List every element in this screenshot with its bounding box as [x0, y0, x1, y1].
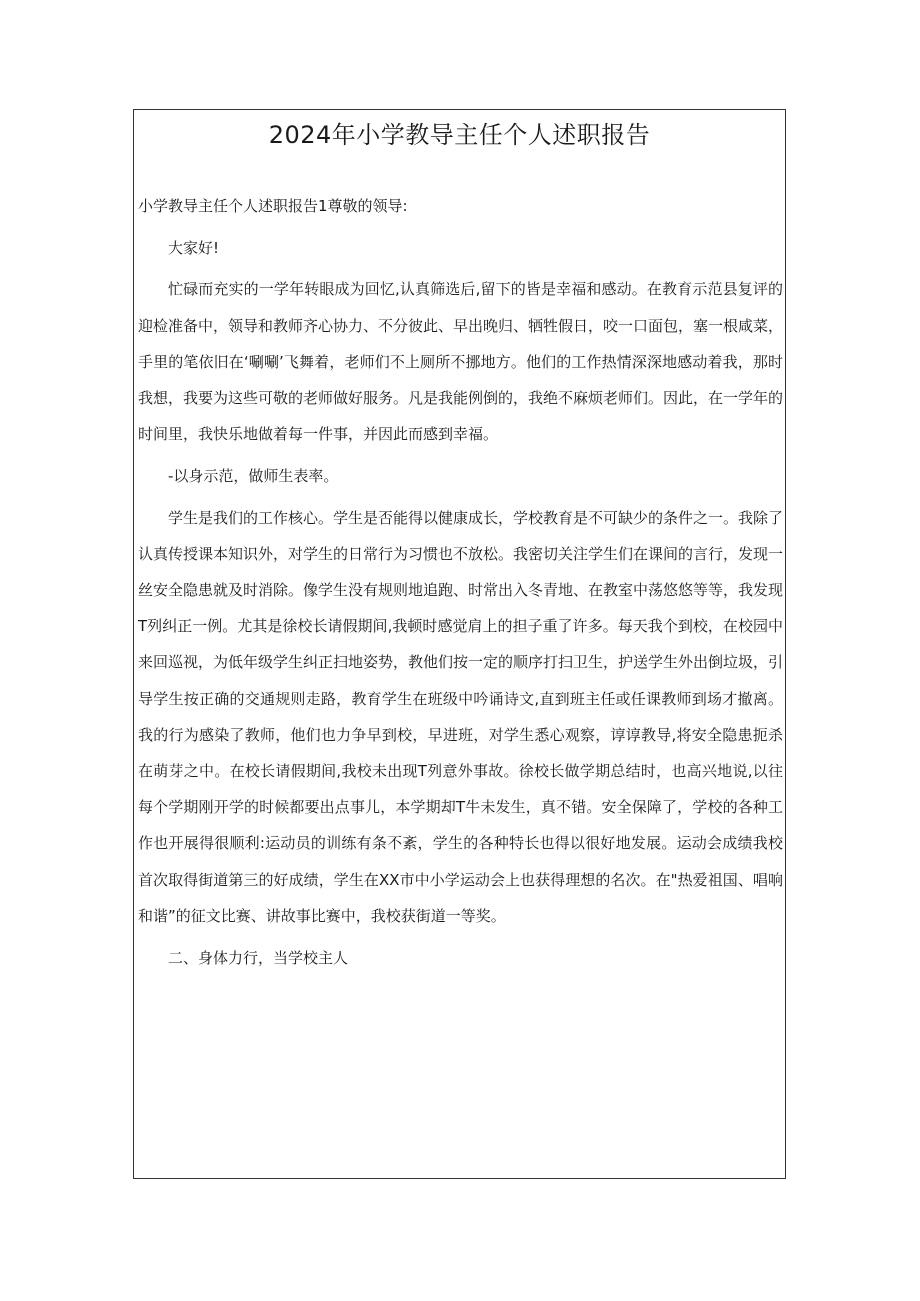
section-heading-1: -以身示范，做师生表率。 — [168, 466, 339, 485]
salutation-line: 小学教导主任个人述职报告1尊敬的领导: — [138, 197, 408, 215]
greeting-paragraph: 大家好! — [168, 238, 220, 257]
document-body — [138, 188, 783, 981]
section-heading-2: 二、身体力行，当学校主人 — [168, 948, 349, 967]
document-title: 2024年小学教导主任个人述职报告 — [268, 121, 651, 149]
section-1-paragraph: 学生是我们的工作核心。学生是否能得以健康成长，学校教育是不可缺少的条件之一。我除了认真传授课本知识外，对学生的日常行为习惯也不放松。我密切关注学生们在课间的言行，发现一丝安全隐患就及时消除。像学生没有规则地追跑、时常出入冬青地、在教室中荡悠悠等等，我发现T列纠正一例。尤其是徐校长请假期间,我顿时感觉肩上的担子重了许多。每天我个到校，在校园中来回巡视，为低年级学生纠正扫地姿势，教他们按一定的顺序打扫卫生，护送学生外出倒垃圾，引导学生按正确的交通规则走路，教育学生在班级中吟诵诗文,直到班主任或任课教师到场才撤离。我的行为感染了教师，他们也力争早到校，早进班，对学生悉心观察，谆谆教导,将安全隐患扼杀在萌芽之中。在校长请假期间,我校未出现T列意外事故。徐校长做学期总结时，也高兴地说,以往每个学期刚开学的时候都要出点事儿，本学期却T牛未发生，真不错。安全保障了，学校的各种工作也开展得很顺利:运动员的训练有条不紊，学生的各种特长也得以很好地发展。运动会成绩我校首次取得街道第三的好成绩，学生在XX市中小学运动会上也获得理想的名次。在"热爱祖国、唱响和谐”的征文比赛、讲故事比赛中，我校获街道一等奖。 — [138, 508, 784, 925]
intro-paragraph: 忙碌而充实的一学年转眼成为回忆,认真筛选后,留下的皆是幸福和感动。在教育示范县复评的迎检准备中，领导和教师齐心协力、不分彼此、早出晚归、牺牲假日，咬一口面包，塞一根咸菜，手里的笔依旧在‘唰唰’飞舞着，老师们不上厕所不挪地方。他们的工作热情深深地感动着我，那时我想，我要为这些可敬的老师做好服务。凡是我能例倒的，我绝不麻烦老师们。因此，在一学年的时间里，我快乐地做着每一件事，并因此而感到幸福。 — [138, 280, 784, 444]
document-page — [133, 109, 786, 1179]
